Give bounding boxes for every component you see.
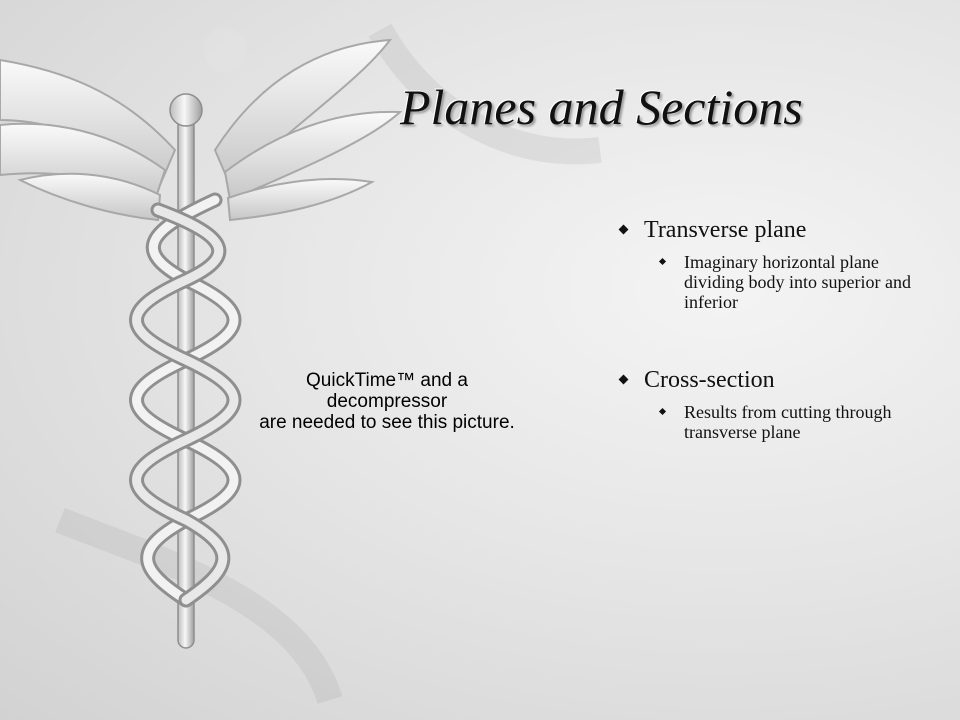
sub-bullet-transverse-definition: Imaginary horizontal plane dividing body into superior and inferior (644, 252, 924, 312)
placeholder-line-1: QuickTime™ and a (306, 370, 468, 391)
sub-bullet-cross-section-definition: Results from cutting through transverse plane (644, 402, 924, 442)
slide-title: Planes and Sections (400, 79, 803, 135)
bullet-cross-section: Cross-section (616, 364, 946, 396)
staff (178, 118, 194, 648)
staff-knob (170, 94, 202, 126)
quicktime-placeholder (232, 370, 542, 433)
left-wing (0, 60, 175, 220)
placeholder-line-2: decompressor (326, 391, 448, 412)
bullet-list (616, 214, 946, 442)
placeholder-line-3: are needed to see this picture. (259, 412, 515, 433)
right-wing (215, 40, 400, 220)
bullet-transverse-plane: Transverse plane (616, 214, 946, 246)
